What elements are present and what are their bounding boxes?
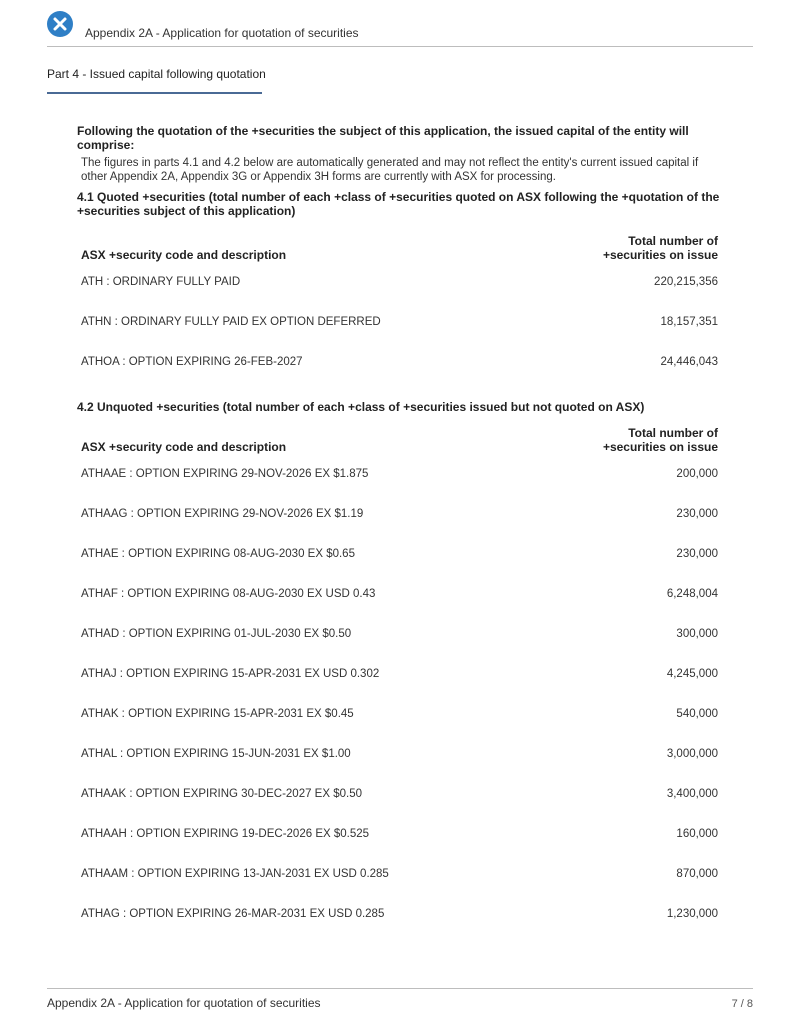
security-description: ATH : ORDINARY FULLY PAID — [81, 276, 241, 288]
security-description: ATHAAE : OPTION EXPIRING 29-NOV-2026 EX $1.875 — [81, 468, 369, 480]
security-total: 230,000 — [676, 548, 718, 560]
table-row — [77, 734, 722, 774]
column-header-total — [538, 222, 722, 262]
table-row — [77, 614, 722, 654]
quoted-section-heading: 4.1 Quoted +securities (total number of each +class of +securities quoted on ASX following the +quotation of the +securities subject of this application) — [77, 190, 720, 218]
security-total: 200,000 — [676, 468, 718, 480]
security-description: ATHAF : OPTION EXPIRING 08-AUG-2030 EX USD 0.43 — [81, 588, 376, 600]
security-total: 160,000 — [676, 828, 718, 840]
security-description: ATHAK : OPTION EXPIRING 15-APR-2031 EX $0.45 — [81, 708, 354, 720]
table-row — [77, 302, 722, 342]
column-header-description: ASX +security code and description — [81, 248, 287, 262]
table-row — [77, 534, 722, 574]
security-total: 3,400,000 — [666, 788, 718, 800]
security-description: ATHAD : OPTION EXPIRING 01-JUL-2030 EX $0.50 — [81, 628, 352, 640]
footer-divider — [47, 988, 753, 989]
table-row — [77, 814, 722, 854]
security-description: ATHAAK : OPTION EXPIRING 30-DEC-2027 EX $0.50 — [81, 788, 362, 800]
table-header-row — [77, 414, 722, 454]
part-title: Part 4 - Issued capital following quotation — [47, 67, 266, 81]
section-gap — [77, 382, 722, 394]
security-total: 230,000 — [676, 508, 718, 520]
column-header-total-line2: +securities on issue — [602, 248, 718, 262]
security-description: ATHAE : OPTION EXPIRING 08-AUG-2030 EX $0.65 — [81, 548, 355, 560]
security-description: ATHAL : OPTION EXPIRING 15-JUN-2031 EX $1.00 — [81, 748, 351, 760]
asx-logo-icon — [47, 11, 73, 37]
main-content — [77, 124, 722, 934]
column-header-description: ASX +security code and description — [81, 440, 287, 454]
security-description: ATHOA : OPTION EXPIRING 26-FEB-2027 — [81, 356, 303, 368]
header-title: Appendix 2A - Application for quotation of securities — [85, 26, 359, 40]
header-divider — [47, 46, 753, 47]
security-total: 18,157,351 — [660, 316, 718, 328]
footer-title: Appendix 2A - Application for quotation of securities — [47, 996, 321, 1010]
security-total: 3,000,000 — [666, 748, 718, 760]
page-header — [0, 0, 800, 48]
security-total: 220,215,356 — [654, 276, 718, 288]
table-row — [77, 494, 722, 534]
table-row — [77, 262, 722, 302]
security-total: 870,000 — [676, 868, 718, 880]
column-header-total-line1: Total number of — [628, 234, 718, 248]
security-description: ATHAAM : OPTION EXPIRING 13-JAN-2031 EX USD 0.285 — [81, 868, 389, 880]
table-row — [77, 574, 722, 614]
security-description: ATHN : ORDINARY FULLY PAID EX OPTION DEFERRED — [81, 316, 381, 328]
table-row — [77, 342, 722, 382]
security-total: 4,245,000 — [666, 668, 718, 680]
security-total: 540,000 — [676, 708, 718, 720]
table-row — [77, 694, 722, 734]
column-header-total-line1: Total number of — [628, 426, 718, 440]
security-total: 24,446,043 — [660, 356, 718, 368]
security-description: ATHAAH : OPTION EXPIRING 19-DEC-2026 EX $0.525 — [81, 828, 370, 840]
security-description: ATHAAG : OPTION EXPIRING 29-NOV-2026 EX $1.19 — [81, 508, 364, 520]
page-number: 7 / 8 — [731, 998, 753, 1010]
unquoted-section-heading: 4.2 Unquoted +securities (total number of each +class of +securities issued but not quoted on ASX) — [77, 400, 645, 414]
security-total: 1,230,000 — [666, 908, 718, 920]
table-row — [77, 774, 722, 814]
unquoted-securities-table — [77, 414, 722, 934]
intro-note: The figures in parts 4.1 and 4.2 below are automatically generated and may not reflect the entity's current issued capital if other Appendix 2A, Appendix 3G or Appendix 3H forms are currently with ASX for processing. — [81, 157, 699, 183]
column-header-total-line2: +securities on issue — [602, 440, 718, 454]
table-row — [77, 894, 722, 934]
column-header-total — [541, 414, 722, 454]
security-total: 6,248,004 — [666, 588, 718, 600]
table-row — [77, 854, 722, 894]
security-total: 300,000 — [676, 628, 718, 640]
security-description: ATHAG : OPTION EXPIRING 26-MAR-2031 EX USD 0.285 — [81, 908, 385, 920]
table-header-row — [77, 222, 722, 262]
table-row — [77, 654, 722, 694]
security-description: ATHAJ : OPTION EXPIRING 15-APR-2031 EX USD 0.302 — [81, 668, 380, 680]
quoted-securities-table — [77, 222, 722, 382]
part-title-underline — [47, 92, 262, 94]
table-row — [77, 454, 722, 494]
intro-heading: Following the quotation of the +securities the subject of this application, the issued capital of the entity will comprise: — [77, 124, 689, 152]
